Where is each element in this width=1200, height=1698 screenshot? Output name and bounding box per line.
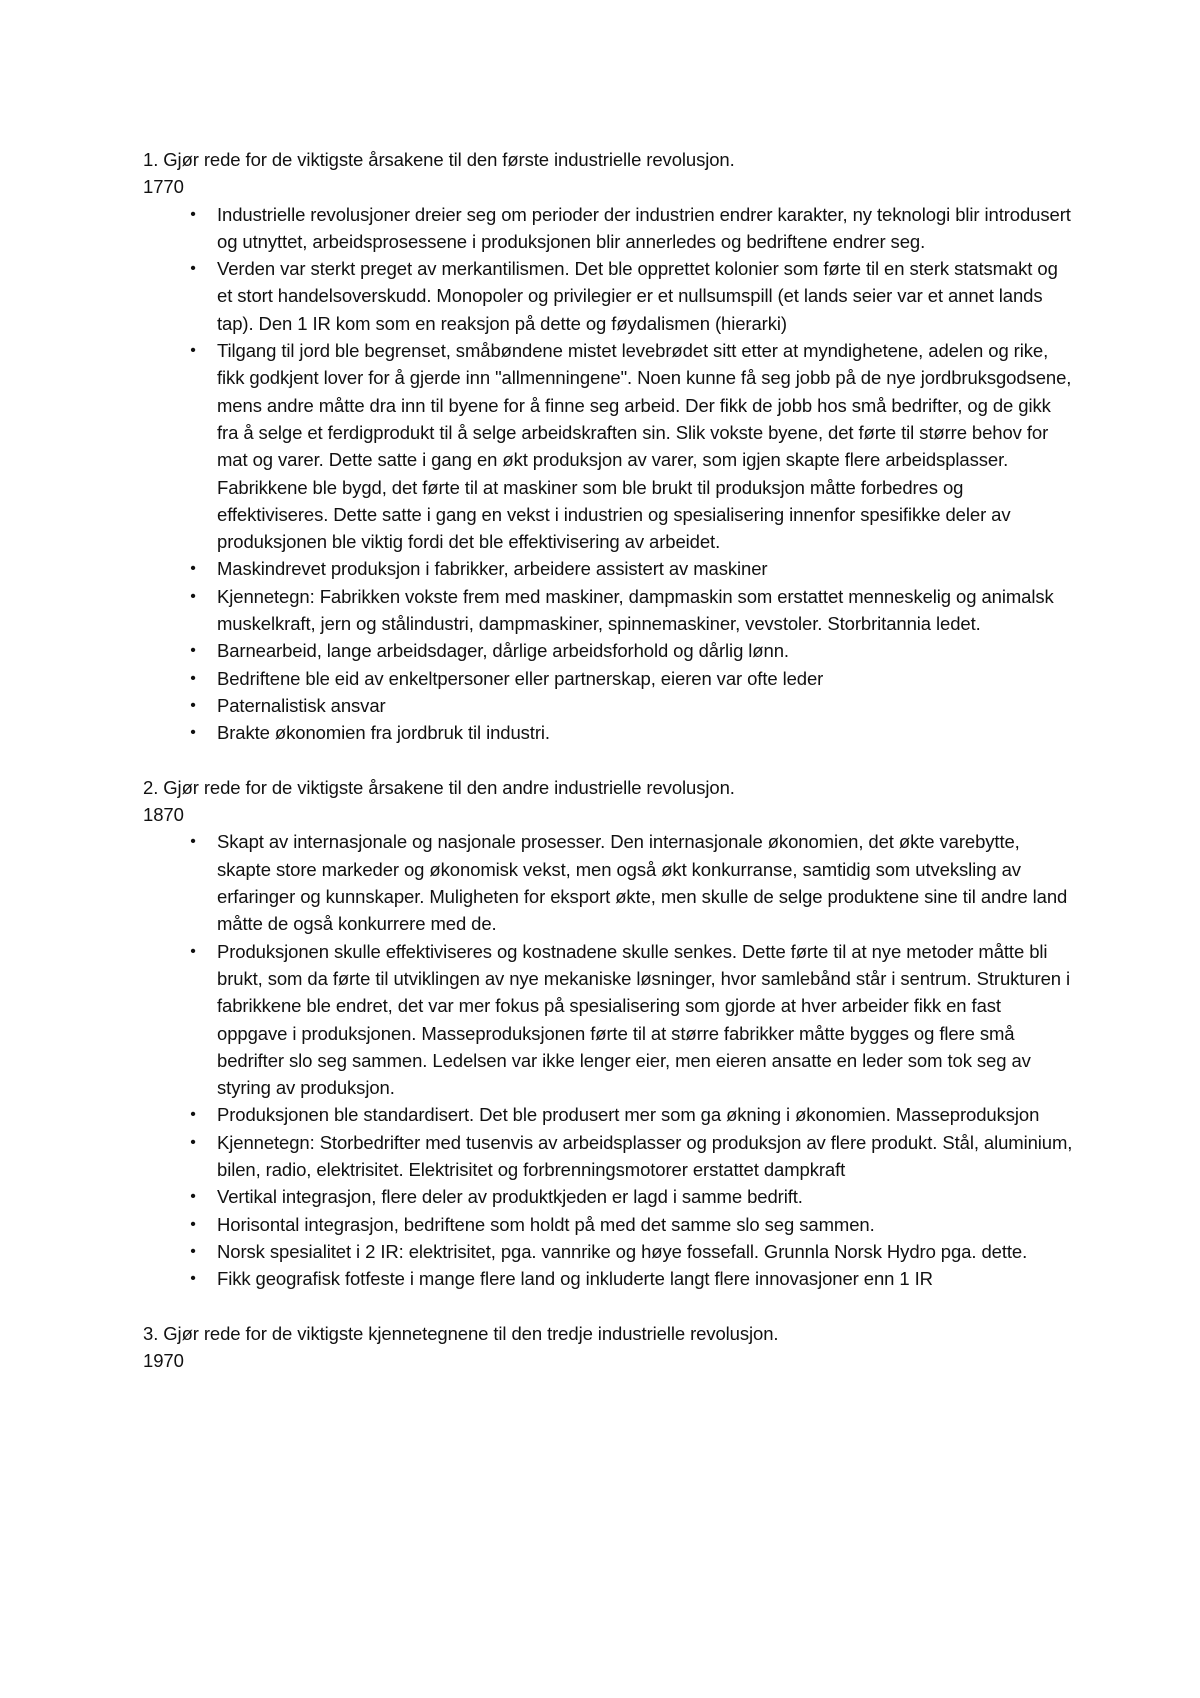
list-item-text: Vertikal integrasjon, flere deler av produktkjeden er lagd i samme bedrift.	[217, 1186, 803, 1208]
list-item-text: Bedriftene ble eid av enkeltpersoner eller partnerskap, eieren var ofte leder	[217, 667, 824, 689]
list-item-text: Paternalistisk ansvar	[217, 694, 386, 716]
year-label: 1870	[143, 804, 184, 826]
list-item-text: Kjennetegn: Fabrikken vokste frem med maskiner, dampmaskin som erstattet menneskelig og animalsk muskelkraft, jern og stålindustri, dampmaskiner, spinnemaskiner, vevstoler. Storbritannia ledet.	[217, 585, 1054, 635]
list-item-text: Fikk geografisk fotfeste i mange flere land og inkluderte langt flere innovasjoner enn 1 IR	[217, 1268, 933, 1290]
list-item	[143, 1211, 1073, 1238]
list-item-text: Norsk spesialitet i 2 IR: elektrisitet, pga. vannrike og høye fossefall. Grunnla Norsk Hydro pga. dette.	[217, 1240, 1028, 1262]
list-item	[143, 828, 1073, 937]
list-item	[143, 255, 1073, 337]
bullet-icon: •	[190, 669, 196, 687]
list-item-text: Maskindrevet produksjon i fabrikker, arbeidere assistert av maskiner	[217, 558, 768, 580]
section-3	[143, 1320, 1073, 1375]
list-item	[143, 938, 1073, 1102]
bullet-icon: •	[190, 260, 196, 278]
list-item-text: Verden var sterkt preget av merkantilismen. Det ble opprettet kolonier som førte til en sterk statsmakt og et stort handelsoverskudd. Monopoler og privilegier er et nullsumspill (et lands seier var et annet lands tap). Den 1 IR kom som en reaksjon på dette og føydalismen (hierarki)	[217, 258, 1058, 334]
bullet-icon: •	[190, 696, 196, 714]
question-heading: 2. Gjør rede for de viktigste årsakene til den andre industrielle revolusjon.	[143, 776, 735, 798]
year-label: 1970	[143, 1350, 184, 1372]
list-item-text: Skapt av internasjonale og nasjonale prosesser. Den internasjonale økonomien, det økte varebytte, skapte store markeder og økonomisk vekst, men også økt konkurranse, samtidig som utveksling av erfaringer og kunnskaper. Muligheten for eksport økte, men skulle de selge produktene sine til andre land måtte de også konkurrere med de.	[217, 831, 1068, 935]
list-item-text: Produksjonen skulle effektiviseres og kostnadene skulle senkes. Dette førte til at nye metoder måtte bli brukt, som da førte til utviklingen av nye mekaniske løsninger, hvor samlebånd står i sentrum. Strukturen i fabrikkene ble endret, det var mer fokus på spesialisering som gjorde at hver arbeider fikk en fast oppgave i produksjonen. Masseproduksjonen førte til at større fabrikker måtte bygges og flere små bedrifter slo seg sammen. Ledelsen var ikke lenger eier, men eieren ansatte en leder som tok seg av styring av produksjon.	[217, 940, 1071, 1099]
list-item-text: Barnearbeid, lange arbeidsdager, dårlige arbeidsforhold og dårlig lønn.	[217, 640, 789, 662]
bullet-icon: •	[190, 1188, 196, 1206]
list-item	[143, 555, 1073, 582]
list-item	[143, 583, 1073, 638]
list-item-text: Industrielle revolusjoner dreier seg om perioder der industrien endrer karakter, ny teknologi blir introdusert og utnyttet, arbeidsprosessene i produksjonen blir annerledes og bedriftene endrer seg.	[217, 203, 1071, 252]
question-heading: 1. Gjør rede for de viktigste årsakene til den første industrielle revolusjon.	[143, 149, 735, 170]
list-item	[143, 1265, 1073, 1292]
list-item	[143, 719, 1073, 746]
bullet-list	[143, 828, 1073, 1292]
bullet-icon: •	[190, 587, 196, 605]
list-item	[143, 692, 1073, 719]
bullet-icon: •	[190, 642, 196, 660]
list-item	[143, 637, 1073, 664]
bullet-icon: •	[190, 833, 196, 851]
bullet-icon: •	[190, 342, 196, 360]
list-item	[143, 665, 1073, 692]
question-heading: 3. Gjør rede for de viktigste kjennetegnene til den tredje industrielle revolusjon.	[143, 1322, 779, 1344]
list-item-text: Kjennetegn: Storbedrifter med tusenvis av arbeidsplasser og produksjon av flere produkt. Stål, aluminium, bilen, radio, elektrisitet. Elektrisitet og forbrenningsmotorer erstattet dampkraft	[217, 1131, 1073, 1180]
year-label: 1770	[143, 176, 184, 198]
list-item	[143, 1183, 1073, 1210]
bullet-icon: •	[190, 942, 196, 960]
list-item-text: Produksjonen ble standardisert. Det ble produsert mer som ga økning i økonomien. Masseproduksjon	[217, 1104, 1040, 1126]
list-item	[143, 1101, 1073, 1128]
list-item-text: Tilgang til jord ble begrenset, småbøndene mistet levebrødet sitt etter at myndighetene, adelen og rike, fikk godkjent lover for å gjerde inn "allmenningene". Noen kunne få seg jobb på de nye jordbruksgodsene, mens andre måtte dra inn til byene for å finne seg arbeid. Der fikk de jobb hos små bedrifter, og de gikk fra å selge et ferdigprodukt til å selge arbeidskraften sin. Slik vokste byene, det førte til større behov for mat og varer. Dette satte i gang en økt produksjon av varer, som igjen skapte flere arbeidsplasser. Fabrikkene ble bygd, det førte til at maskiner som ble brukt til produksjon måtte forbedres og effektiviseres. Dette satte i gang en vekst i industrien og spesialisering innenfor spesifikke deler av produksjonen ble viktig fordi det ble effektivisering av arbeidet.	[217, 340, 1072, 553]
list-item	[143, 337, 1073, 555]
bullet-list	[143, 201, 1073, 747]
list-item	[143, 201, 1073, 256]
list-item-text: Brakte økonomien fra jordbruk til industri.	[217, 722, 550, 744]
section-2	[143, 774, 1073, 1293]
section-spacer	[143, 1292, 1073, 1319]
list-item	[143, 1129, 1073, 1184]
bullet-icon: •	[190, 560, 196, 578]
document-body	[143, 146, 1073, 1374]
bullet-icon: •	[190, 724, 196, 742]
section-1	[143, 146, 1073, 747]
bullet-icon: •	[190, 1215, 196, 1233]
bullet-icon: •	[190, 1133, 196, 1151]
bullet-icon: •	[190, 1106, 196, 1124]
section-spacer	[143, 747, 1073, 774]
bullet-icon: •	[190, 205, 196, 223]
bullet-icon: •	[190, 1270, 196, 1288]
list-item	[143, 1238, 1073, 1265]
list-item-text: Horisontal integrasjon, bedriftene som holdt på med det samme slo seg sammen.	[217, 1213, 875, 1235]
bullet-icon: •	[190, 1242, 196, 1260]
